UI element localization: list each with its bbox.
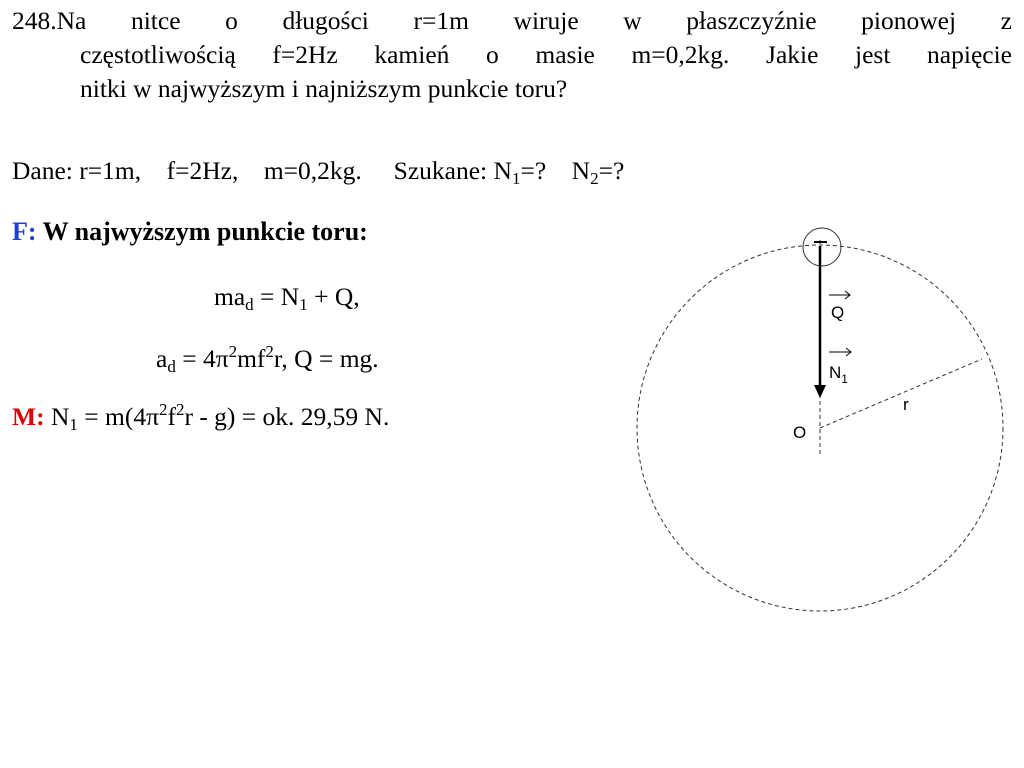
ans-part-b: = m(4π	[77, 402, 159, 431]
label-o: O	[793, 423, 807, 442]
circular-motion-diagram	[620, 220, 1020, 620]
problem-line-1: 248.Na nitce o długości r=1m wiruje w płaszczyźnie pionowej z	[12, 6, 1012, 35]
vector-q-arrow	[829, 291, 850, 299]
given-text: Dane: r=1m, f=2Hz, m=0,2kg. Szukane: N	[12, 156, 512, 185]
eq1-sub-1: 1	[299, 295, 308, 314]
section-heading-text: W najwyższym punkcie toru:	[36, 217, 368, 246]
eq2-part-b: = 4π	[175, 344, 229, 373]
label-n	[829, 363, 848, 386]
problem-line-2: częstotliwością f=2Hz kamień o masie m=0,2kg. Jakie jest napięcie	[80, 40, 1012, 69]
given-data-line	[12, 154, 624, 188]
label-n-sub: 1	[841, 372, 848, 386]
ans-part-d: r - g) = ok. 29,59 N.	[184, 402, 390, 431]
eq2-sup-pi: 2	[228, 342, 238, 361]
m-label: M:	[12, 402, 45, 431]
section-heading	[12, 215, 368, 249]
n1-subscript: 1	[511, 169, 521, 188]
label-r: r	[903, 395, 909, 414]
eq1-sub-d: d	[245, 295, 254, 314]
eq1-part-c: + Q,	[307, 282, 360, 311]
eq2-part-d: r, Q = mg.	[273, 344, 379, 373]
ans-sup-pi: 2	[158, 400, 168, 419]
radius-line	[820, 359, 982, 428]
ans-part-c: f	[167, 402, 176, 431]
eq2-sub-d: d	[167, 357, 176, 376]
f-label: F:	[12, 217, 37, 246]
given-between: =? N	[520, 156, 591, 185]
eq2-sup-f: 2	[265, 342, 274, 361]
eq1-part-a: ma	[214, 282, 246, 311]
n2-subscript: 2	[590, 169, 599, 188]
ans-sup-f: 2	[175, 400, 185, 419]
equation-newton	[214, 280, 360, 314]
ans-sub-1: 1	[69, 415, 78, 434]
label-n-main: N	[829, 363, 842, 382]
eq2-part-a: a	[156, 344, 168, 373]
problem-line-3: nitki w najwyższym i najniższym punkcie toru?	[80, 74, 568, 103]
answer-line	[12, 400, 389, 434]
label-q: Q	[831, 303, 845, 322]
stone-circle	[803, 228, 841, 266]
equation-acceleration	[156, 342, 379, 376]
eq1-part-b: = N	[253, 282, 300, 311]
ans-part-a: N	[44, 402, 70, 431]
force-arrow-head	[814, 385, 826, 398]
given-end: =?	[598, 156, 625, 185]
problem-statement	[12, 4, 1012, 106]
eq2-part-c: mf	[237, 344, 266, 373]
vector-n-arrow	[829, 348, 851, 356]
